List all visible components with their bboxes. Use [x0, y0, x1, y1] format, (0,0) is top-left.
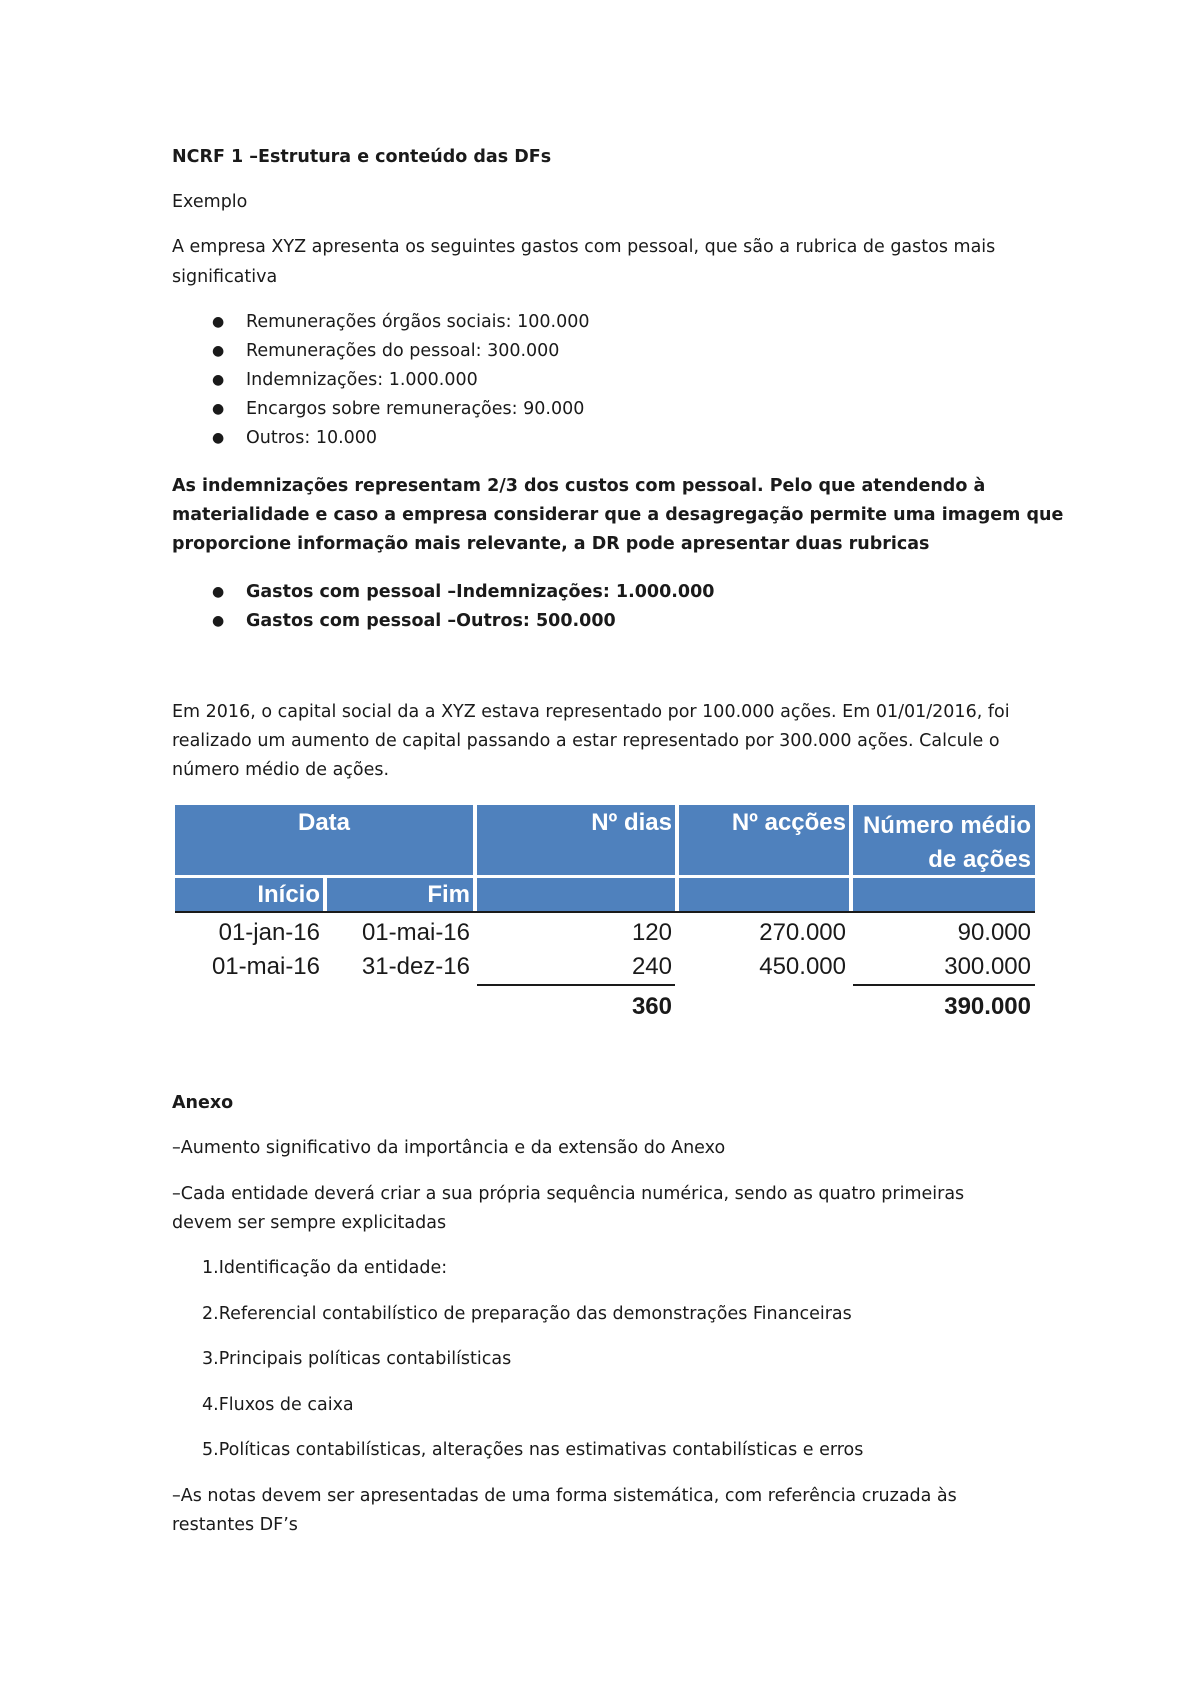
- anexo-point-3-line-1: –As notas devem ser apresentadas de uma forma sistemática, com referência cruzada às: [172, 1486, 957, 1506]
- header-numero-medio-line-2: de ações: [928, 846, 1031, 873]
- anexo-point-2-line-2: devem ser sempre explicitadas: [172, 1213, 447, 1233]
- table-cell-accoes: 450.000: [759, 953, 846, 980]
- conclusion-line-3: proporcione informação mais relevante, a DR pode apresentar duas rubricas: [172, 534, 930, 554]
- header-accoes: Nº acções: [679, 805, 849, 875]
- header-rule: [175, 911, 1035, 913]
- table-cell-inicio: 01-mai-16: [211, 953, 320, 980]
- total-medio: 390.000: [944, 993, 1031, 1020]
- table-cell-accoes: 270.000: [759, 919, 846, 946]
- header-empty: [477, 878, 675, 912]
- anexo-item: 3.Principais políticas contabilísticas: [202, 1349, 512, 1369]
- header-empty: [679, 878, 849, 912]
- anexo-point-3-line-2: restantes DF’s: [172, 1515, 298, 1535]
- header-fim: Fim: [327, 878, 473, 912]
- bullet-icon: ●: [212, 613, 225, 629]
- header-data: Data: [175, 805, 473, 875]
- anexo-point-2-line-1: –Cada entidade deverá criar a sua própria sequência numérica, sendo as quatro primeiras: [172, 1184, 965, 1204]
- table-cell-inicio: 01-jan-16: [218, 919, 320, 946]
- bullet-icon: ●: [212, 430, 225, 446]
- total-rule-dias: [477, 984, 675, 986]
- list-item: Encargos sobre remunerações: 90.000: [246, 399, 585, 419]
- bullet-icon: ●: [212, 401, 225, 417]
- total-rule-medio: [853, 984, 1035, 986]
- anexo-item: 2.Referencial contabilístico de preparação das demonstrações Financeiras: [202, 1304, 852, 1324]
- table-cell-fim: 01-mai-16: [361, 919, 470, 946]
- conclusion-line-2: materialidade e caso a empresa considerar que a desagregação permite uma imagem que: [172, 505, 1064, 525]
- exercise-line-2: realizado um aumento de capital passando a estar representado por 300.000 ações. Calcule o: [172, 731, 1000, 751]
- list-item: Remunerações do pessoal: 300.000: [246, 341, 560, 361]
- bullet-icon: ●: [212, 584, 225, 600]
- document-title: NCRF 1 –Estrutura e conteúdo das DFs: [172, 147, 552, 167]
- anexo-title: Anexo: [172, 1093, 234, 1113]
- table-cell-dias: 120: [631, 919, 672, 946]
- anexo-item: 4.Fluxos de caixa: [202, 1395, 354, 1415]
- intro-line-1: A empresa XYZ apresenta os seguintes gastos com pessoal, que são a rubrica de gastos mais: [172, 237, 996, 257]
- bullet-icon: ●: [212, 314, 225, 330]
- list-item: Gastos com pessoal –Outros: 500.000: [246, 611, 616, 631]
- table-cell-medio: 90.000: [957, 919, 1031, 946]
- list-item: Remunerações órgãos sociais: 100.000: [246, 312, 590, 332]
- exercise-line-3: número médio de ações.: [172, 760, 390, 780]
- anexo-point-1: –Aumento significativo da importância e da extensão do Anexo: [172, 1138, 726, 1158]
- exercise-line-1: Em 2016, o capital social da a XYZ estava representado por 100.000 ações. Em 01/01/2016, foi: [172, 702, 1010, 722]
- conclusion-line-1: As indemnizações representam 2/3 dos custos com pessoal. Pelo que atendendo à: [172, 476, 986, 496]
- header-numero-medio: [853, 805, 1035, 875]
- table-cell-fim: 31-dez-16: [361, 953, 470, 980]
- bullet-icon: ●: [212, 343, 225, 359]
- bullet-icon: ●: [212, 372, 225, 388]
- list-item: Gastos com pessoal –Indemnizações: 1.000.000: [246, 582, 715, 602]
- header-dias: Nº dias: [477, 805, 675, 875]
- anexo-item: 5.Políticas contabilísticas, alterações nas estimativas contabilísticas e erros: [202, 1440, 864, 1460]
- header-numero-medio-line-1: Número médio: [862, 812, 1031, 839]
- table-cell-dias: 240: [631, 953, 672, 980]
- list-item: Indemnizações: 1.000.000: [246, 370, 478, 390]
- header-inicio: Início: [175, 878, 323, 912]
- header-empty: [853, 878, 1035, 912]
- subtitle: Exemplo: [172, 192, 248, 212]
- table-cell-medio: 300.000: [944, 953, 1031, 980]
- total-dias: 360: [631, 993, 672, 1020]
- intro-line-2: significativa: [172, 267, 278, 287]
- anexo-item: 1.Identificação da entidade:: [202, 1258, 448, 1278]
- list-item: Outros: 10.000: [246, 428, 378, 448]
